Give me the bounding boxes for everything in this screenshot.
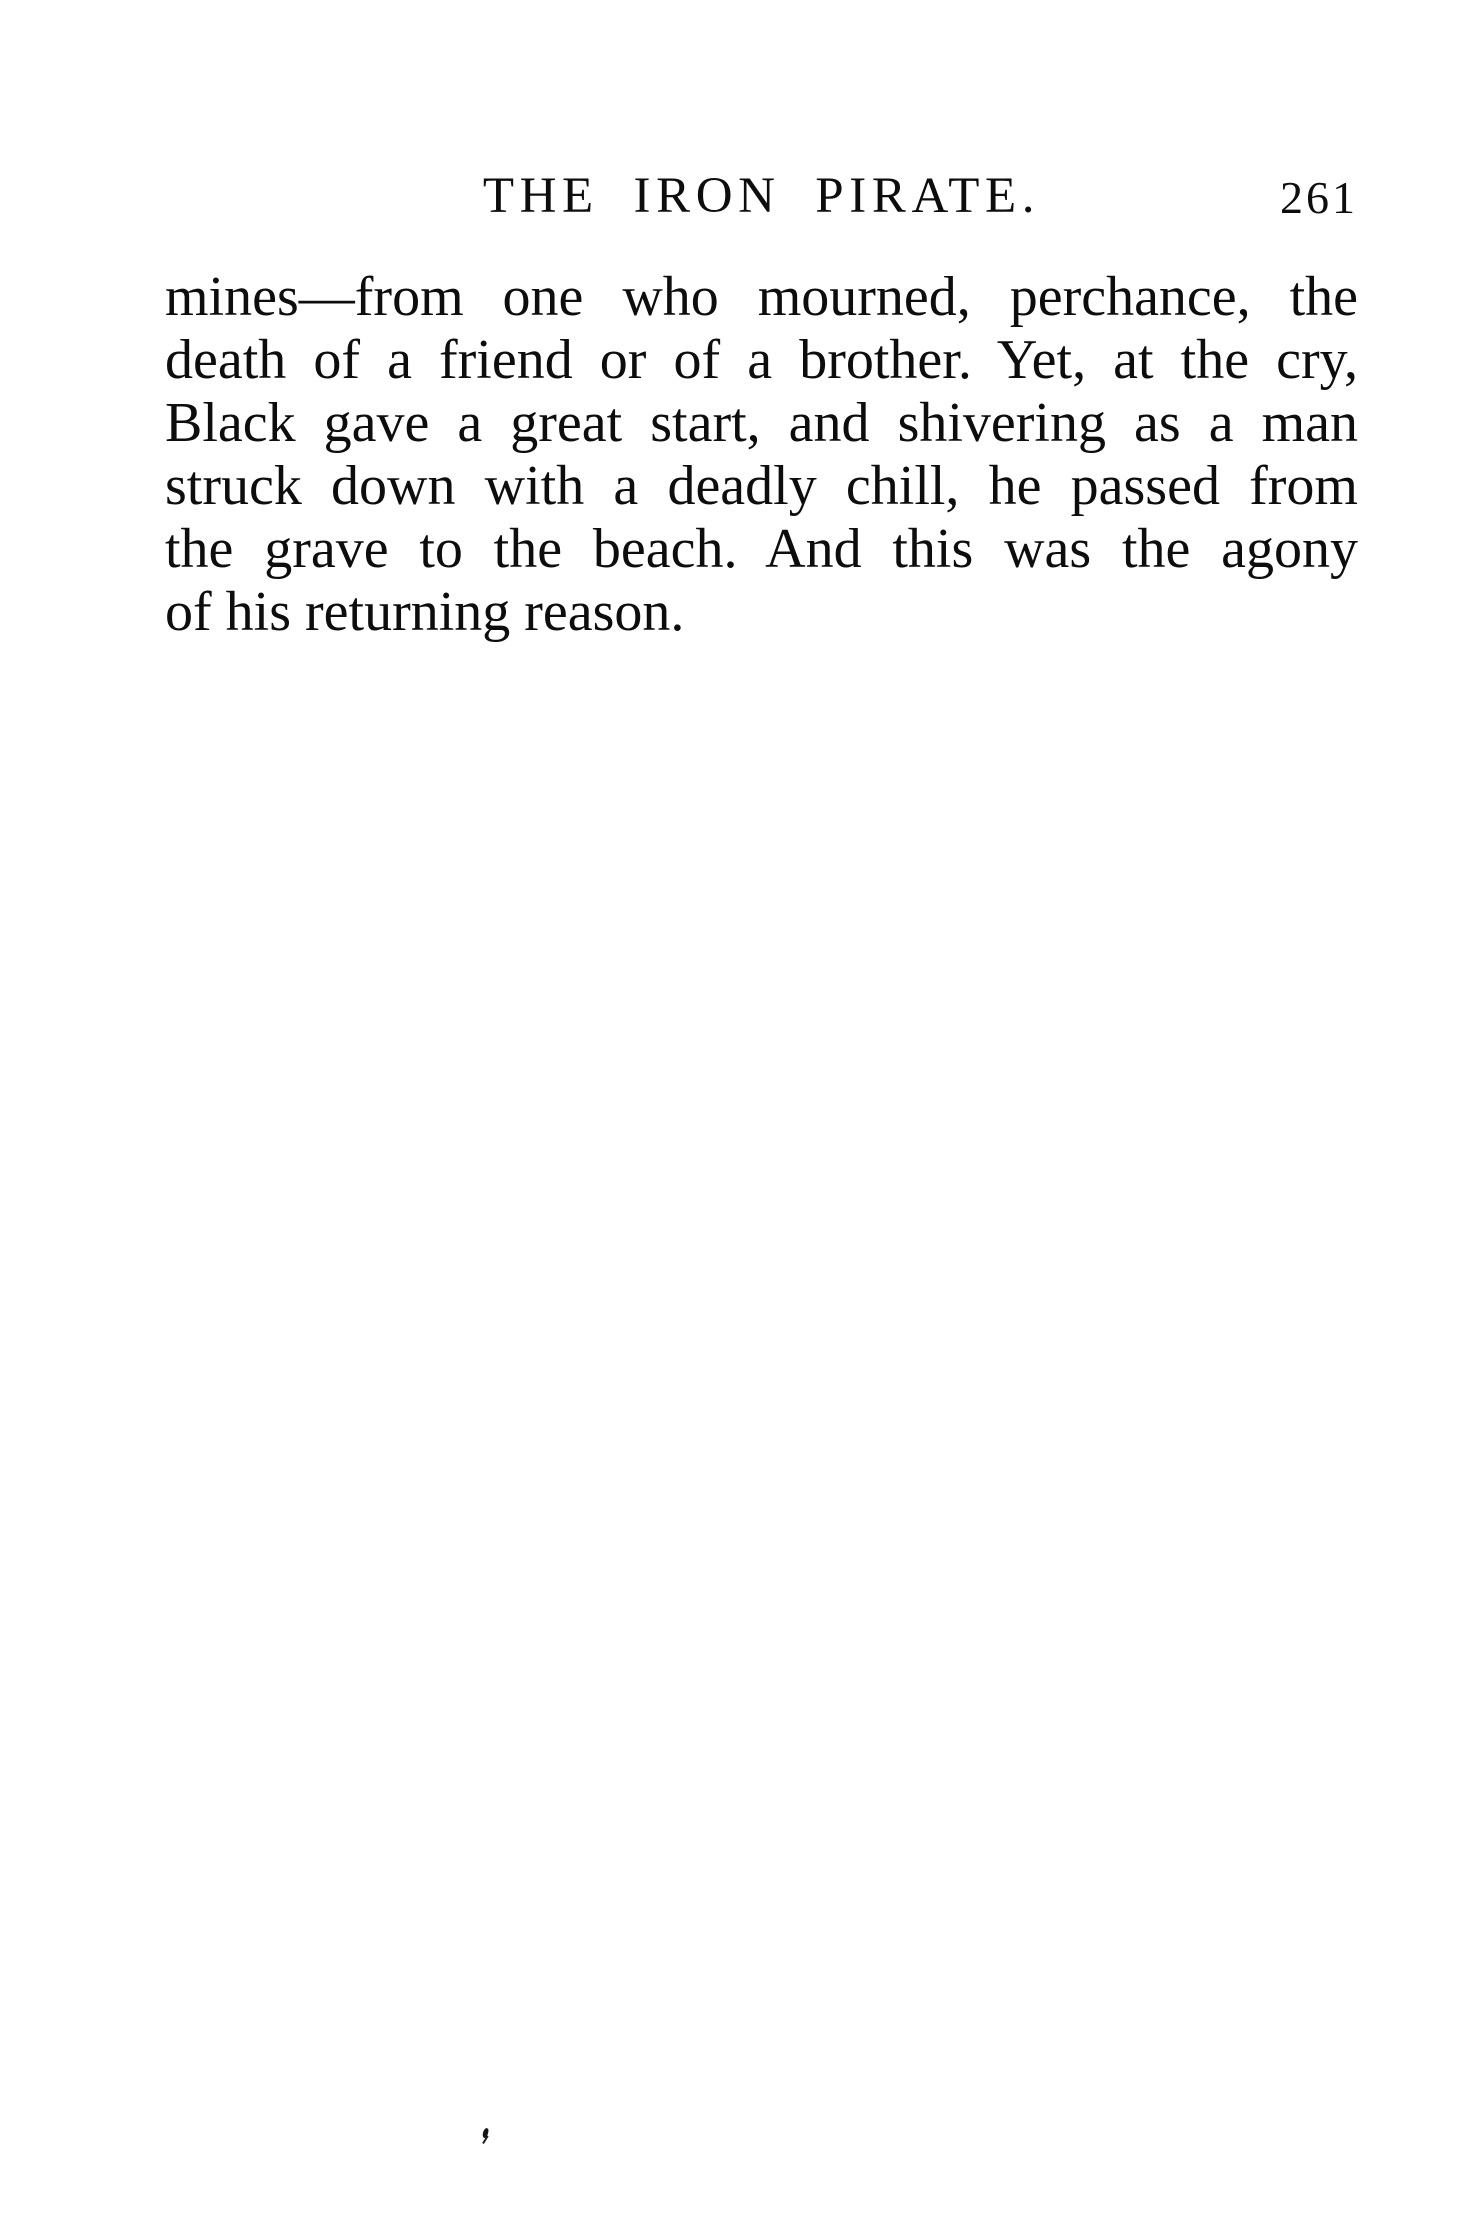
body-paragraph bbox=[165, 266, 1358, 644]
body-line: struck down with a deadly chill, he passed from bbox=[165, 455, 1358, 517]
running-head bbox=[165, 168, 1358, 228]
body-line: Black gave a great start, and shivering as a man bbox=[165, 392, 1358, 454]
body-line: of his returning reason. bbox=[165, 581, 685, 643]
body-line: death of a friend or of a brother. Yet, at the cry, bbox=[165, 329, 1358, 391]
body-line: the grave to the beach. And this was the agony bbox=[165, 518, 1358, 580]
ink-speck-mark bbox=[482, 2128, 489, 2139]
body-line: mines—from one who mourned, perchance, the bbox=[165, 266, 1358, 328]
page-number: 261 bbox=[1280, 172, 1358, 223]
page-title: THE IRON PIRATE. bbox=[482, 168, 1041, 224]
